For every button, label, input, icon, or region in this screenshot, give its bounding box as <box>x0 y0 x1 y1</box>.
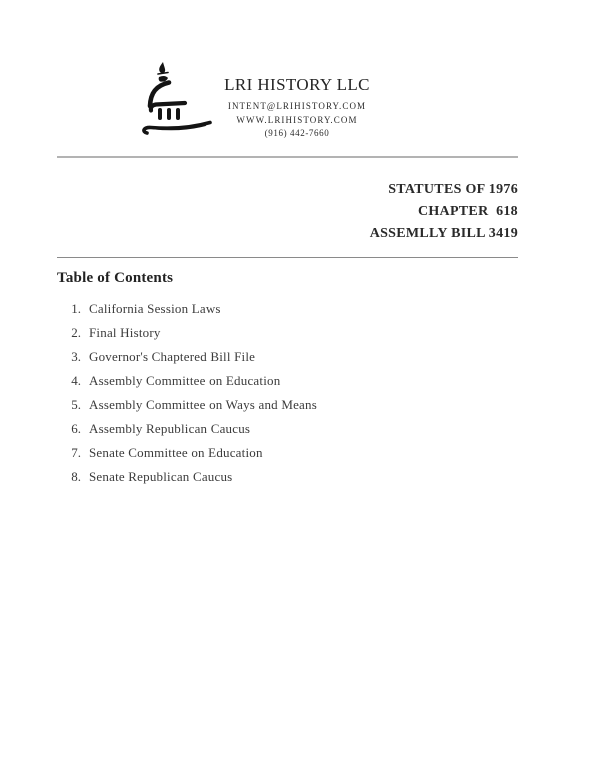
toc-item <box>69 445 469 469</box>
header-divider-rule <box>57 156 518 158</box>
toc-item-number: 6. <box>71 421 81 436</box>
toc-item-label: Governor's Chaptered Bill File <box>89 349 256 364</box>
toc-item-label: Assembly Committee on Education <box>89 373 281 388</box>
toc-item-number: 5. <box>71 397 81 412</box>
toc-item <box>69 373 469 397</box>
reference-divider-rule <box>57 257 518 258</box>
chapter-line: CHAPTER 618 <box>417 204 518 219</box>
toc-item-number: 4. <box>71 373 81 388</box>
toc-list <box>69 301 469 493</box>
toc-heading: Table of Contents <box>57 270 174 286</box>
phone-text: (916) 442-7660 <box>264 128 330 138</box>
toc-item <box>69 421 469 445</box>
bill-line: ASSEMLLY BILL 3419 <box>369 226 518 241</box>
toc-item-label: Senate Committee on Education <box>89 445 263 460</box>
statute-reference-block <box>370 179 518 245</box>
toc-item-label: Senate Republican Caucus <box>89 469 233 484</box>
company-name: LRI HISTORY LLC <box>224 75 370 94</box>
toc-item-label: Assembly Republican Caucus <box>89 421 251 436</box>
email-text: INTENT@LRIHISTORY.COM <box>227 101 367 111</box>
toc-item-number: 2. <box>71 325 81 340</box>
website-text: WWW.LRIHISTORY.COM <box>236 114 358 125</box>
letterhead <box>204 75 390 141</box>
statutes-line: STATUTES OF 1976 <box>388 182 518 197</box>
toc-item-number: 3. <box>71 349 81 364</box>
toc-item-number: 8. <box>71 469 81 484</box>
toc-item-label: Final History <box>89 325 161 340</box>
toc-item <box>69 325 469 349</box>
toc-item <box>69 349 469 373</box>
toc-item-label: Assembly Committee on Ways and Means <box>89 397 317 412</box>
toc-item-number: 7. <box>71 445 81 460</box>
toc-item <box>69 397 469 421</box>
toc-item-number: 1. <box>71 301 81 316</box>
toc-item-label: California Session Laws <box>89 301 221 316</box>
toc-item <box>69 301 469 325</box>
toc-item <box>69 469 469 493</box>
